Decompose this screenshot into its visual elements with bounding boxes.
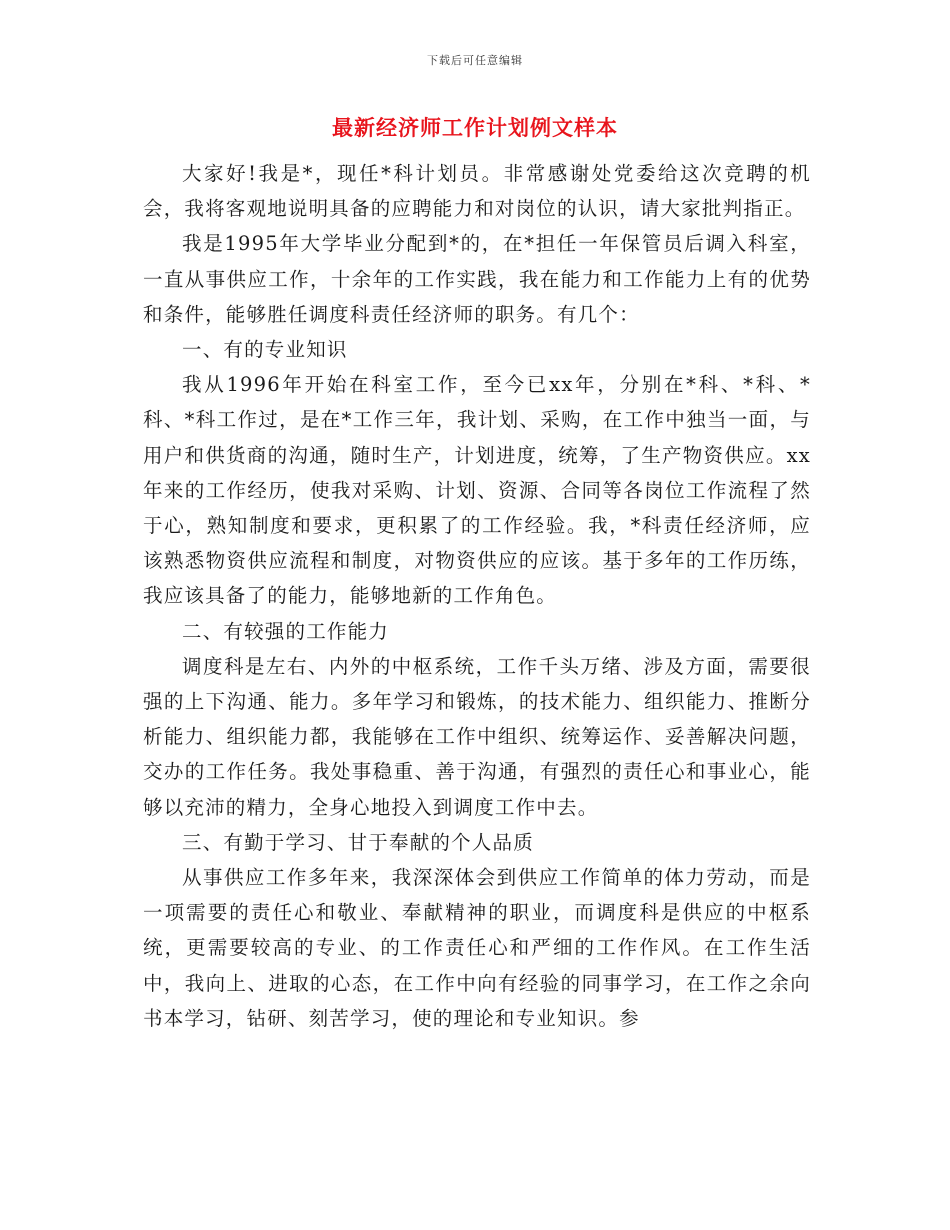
- paragraph-section-2: 调度科是左右、内外的中枢系统，工作千头万绪、涉及方面，需要很强的上下沟通、能力。多年学习和锻炼，的技术能力、组织能力、推断分析能力、组织能力都，我能够在工作中组织、统筹运作、妥善解决问题，交办的工作任务。我处事稳重、善于沟通，有强烈的责任心和事业心，能够以充沛的精力，全身心地投入到调度工作中去。: [143, 654, 811, 819]
- paragraph-background: 我是1995年大学毕业分配到*的，在*担任一年保管员后调入科室，一直从事供应工作，十余年的工作实践，我在能力和工作能力上有的优势和条件，能够胜任调度科责任经济师的职务。有几个：: [143, 232, 811, 326]
- header-note: 下载后可任意编辑: [427, 54, 523, 67]
- section-heading-3: 三、有勤于学习、甘于奉献的个人品质: [182, 830, 534, 854]
- document-body: [143, 156, 811, 1036]
- section-heading-1: 一、有的专业知识: [182, 338, 348, 362]
- paragraph-greeting: 大家好!我是*，现任*科计划员。非常感谢处党委给这次竞聘的机会，我将客观地说明具备的应聘能力和对岗位的认识，请大家批判指正。: [143, 162, 811, 221]
- paragraph-section-1: 我从1996年开始在科室工作，至今已xx年，分别在*科、*科、*科、*科工作过，是在*工作三年，我计划、采购，在工作中独当一面，与用户和供货商的沟通，随时生产，计划进度，统筹，了生产物资供应。xx年来的工作经历，使我对采购、计划、资源、合同等各岗位工作流程了然于心，熟知制度和要求，更积累了的工作经验。我，*科责任经济师，应该熟悉物资供应流程和制度，对物资供应的应该。基于多年的工作历练，我应该具备了的能力，能够地新的工作角色。: [143, 373, 811, 608]
- paragraph-section-3: 从事供应工作多年来，我深深体会到供应工作简单的体力劳动，而是一项需要的责任心和敬业、奉献精神的职业，而调度科是供应的中枢系统，更需要较高的专业、的工作责任心和严细的工作作风。在工作生活中，我向上、进取的心态，在工作中向有经验的同事学习，在工作之余向书本学习，钻研、刻苦学习，使的理论和专业知识。参: [143, 866, 811, 1030]
- document-title: 最新经济师工作计划例文样本: [332, 115, 618, 140]
- section-heading-2: 二、有较强的工作能力: [182, 619, 390, 643]
